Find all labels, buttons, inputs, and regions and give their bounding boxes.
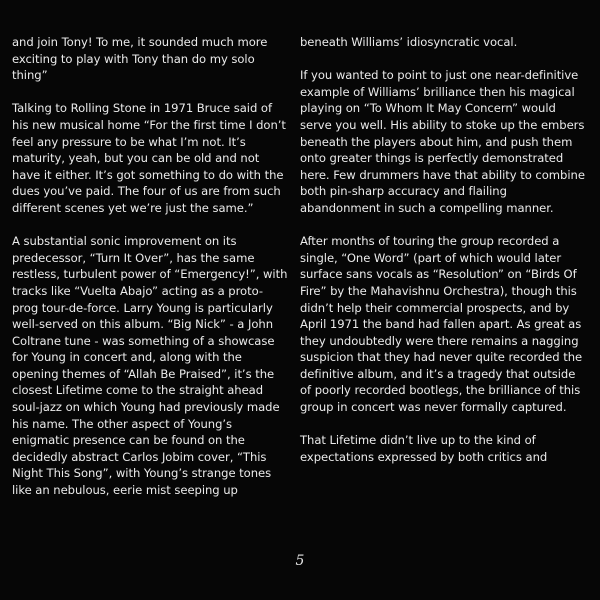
right-column (300, 34, 590, 482)
page-number: 5 (295, 553, 305, 569)
paragraph: A substantial sonic improvement on its predecessor, “Turn It Over”, has the same restless, turbulent power of “Emergency!”, with tracks like “Vuelta Abajo” acting as a proto-prog tour-de-force. Larry Young is particularly well-served on this album. “Big Nick” - a John Coltrane tune - was something of a showcase for Young in concert and, along with the opening themes of “Allah Be Praised”, it’s the closest Lifetime come to the straight ahead soul-jazz on which Young had previously made his name. The other aspect of Young’s enigmatic presence can be found on the decidedly abstract Carlos Jobim cover, “This Night This Song”, with Young’s strange tones like an nebulous, eerie mist seeping up (12, 234, 288, 498)
paragraph: That Lifetime didn’t live up to the kind of expectations expressed by both critics and (300, 433, 548, 464)
paragraph: After months of touring the group recorded a single, “One Word” (part of which would later surface sans vocals as “Resolution” on “Birds Of Fire” by the Mahavishnu Orchestra), though this didn’t help their commercial prospects, and by April 1971 the band had fallen apart. As great as they undoubtedly were there remains a nagging suspicion that they had never quite recorded the definitive album, and it’s a tragedy that outside of poorly recorded bootlegs, the brilliance of this group in concert was never formally captured. (300, 234, 583, 415)
paragraph: beneath Williams’ idiosyncratic vocal. (300, 35, 518, 49)
left-column (12, 34, 288, 515)
paragraph: and join Tony! To me, it sounded much more exciting to play with Tony than do my solo thing” (12, 35, 268, 83)
paragraph: Talking to Rolling Stone in 1971 Bruce said of his new musical home “For the first time I don’t feel any pressure to be what I’m not. It’s maturity, yeah, but you can be old and not have it either. It’s got something to do with the dues you’ve paid. The four of us are from such different scenes yet we’re just the same.” (12, 101, 286, 215)
paragraph: If you wanted to point to just one near-definitive example of Williams’ brilliance then his magical playing on “To Whom It May Concern” would serve you well. His ability to stoke up the embers beneath the players about him, and push them onto greater things is perfectly demonstrated here. Few drummers have that ability to combine both pin-sharp accuracy and flailing abandonment in such a compelling manner. (300, 68, 585, 215)
